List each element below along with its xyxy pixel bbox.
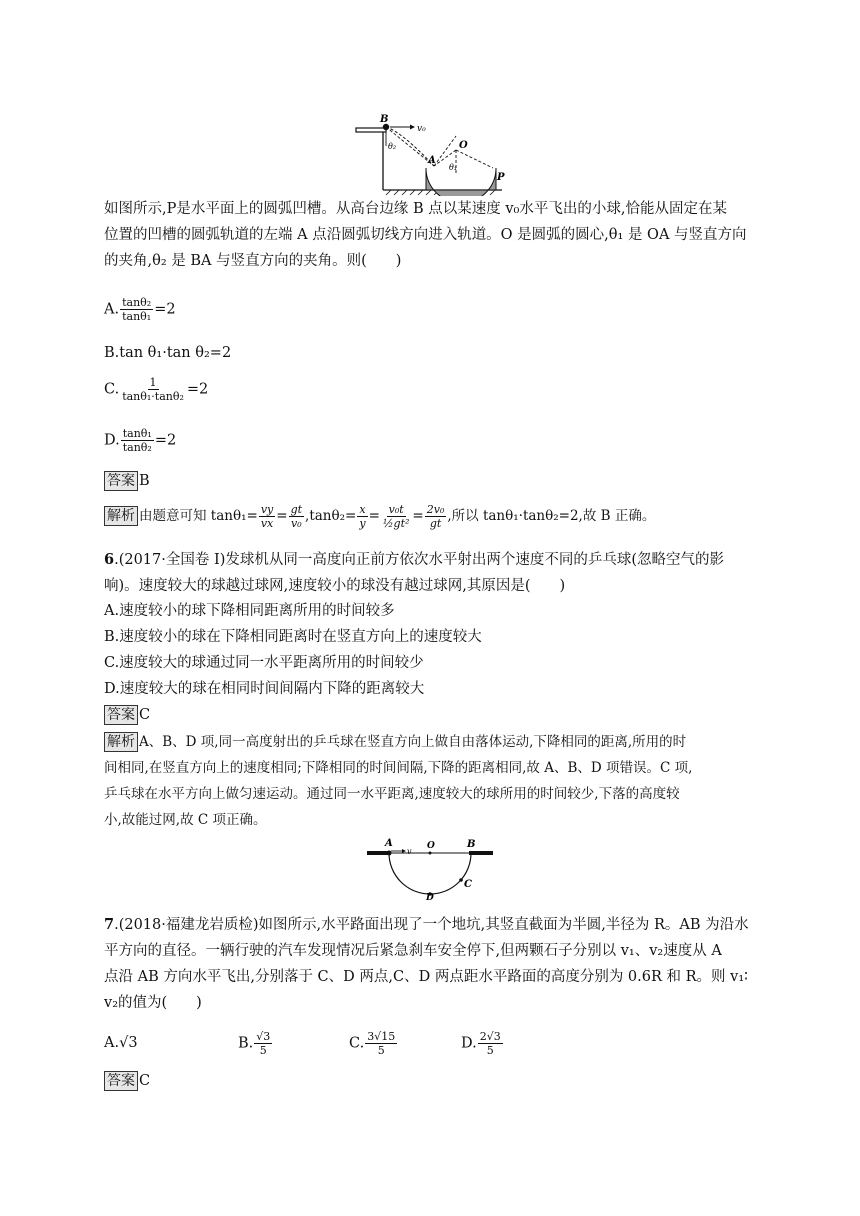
line-BA-extension bbox=[434, 136, 456, 166]
velocity-arrow-head bbox=[402, 849, 406, 853]
q6-option-b: B.速度较小的球在下降相同距离时在竖直方向上的速度较大 bbox=[104, 629, 482, 645]
label-theta2: θ₂ bbox=[388, 142, 397, 151]
figure-semicircle-pit bbox=[364, 836, 496, 900]
q5-answer bbox=[104, 468, 756, 494]
q6-option-a: A.速度较小的球下降相同距离所用的时间较多 bbox=[104, 603, 395, 619]
q5-stem-line2: 位置的凹槽的圆弧轨道的左端 A 点沿圆弧切线方向进入轨道。O 是圆弧的圆心,θ₁ 是 OA 与竖直方向 bbox=[104, 227, 747, 243]
label-C: C bbox=[464, 879, 472, 890]
label-O: O bbox=[459, 140, 468, 151]
answer-tag: 答案 bbox=[104, 705, 138, 725]
q7-stem-line2: 平方向的直径。一辆行驶的汽车发现情况后紧急刹车安全停下,但两颗石子分别以 v₁、v₂速度从 A bbox=[104, 943, 722, 959]
q6-analysis-line2: 间相同,在竖直方向上的速度相同;下降相同的时间间隔,下降的距离相同,故 A、B、D 项错误。C 项, bbox=[104, 760, 693, 776]
label-A: A bbox=[385, 838, 393, 849]
q7-option-a: A.√3 bbox=[104, 1035, 138, 1051]
label-B: B bbox=[380, 114, 389, 125]
line-OP-dashed bbox=[456, 150, 493, 168]
q5-answer-value: B bbox=[139, 473, 150, 489]
q6-number: 6 bbox=[104, 551, 115, 568]
q5-stem-line1: 如图所示,P是水平面上的圆弧凹槽。从高台边缘 B 点以某速度 v₀水平飞出的小球,恰能从固定在某 bbox=[104, 201, 727, 217]
groove-body bbox=[426, 168, 496, 196]
q7-option-d: D. $\frac{2√3}{5}$ bbox=[461, 1030, 501, 1057]
q6-analysis-line3: 乒乓球在水平方向上做匀速运动。通过同一水平距离,速度较大的球所用的时间较少,下落的高度较 bbox=[104, 786, 680, 802]
q6-answer-value: C bbox=[139, 707, 151, 723]
q6-answer bbox=[104, 702, 756, 728]
label-v0: v₀ bbox=[417, 124, 426, 134]
q5-option-c: C. $\frac{1}{\text{tanθ₁·tanθ₂}}$ =2 bbox=[104, 376, 209, 403]
q5-analysis: 解析 由题意可知 tanθ₁= $\frac{vy}{vx}$ = $\frac{gt}{\text{v₀}}$ ,tanθ₂= $\frac{x}{y}$ = $\frac{\text{v₀t}}{\text{½gt²}}$ = $\frac{\text{2v₀}}{gt}$ ,所以 tanθ₁·tanθ₂=2,故 B 正确。 bbox=[104, 503, 756, 530]
label-v: v bbox=[407, 847, 412, 856]
q7-option-c: C. $\frac{3√15}{5}$ bbox=[349, 1030, 396, 1057]
q5-option-d: D. $\frac{\text{tanθ₁}}{\text{tanθ₂}}$ =2 bbox=[104, 427, 177, 454]
analysis-tag: 解析 bbox=[104, 506, 138, 526]
figure-groove-trajectory bbox=[350, 112, 510, 196]
q7-answer bbox=[104, 1068, 756, 1094]
label-D: D bbox=[426, 893, 434, 900]
answer-tag: 答案 bbox=[104, 1071, 138, 1091]
q6-analysis-line4: 小,故能过网,故 C 项正确。 bbox=[104, 812, 267, 828]
q7-option-b: B. $\frac{√3}{5}$ bbox=[238, 1030, 271, 1057]
q5-option-d-fraction: $\frac{\text{tanθ₁}}{\text{tanθ₂}}$ bbox=[122, 427, 152, 454]
q6-analysis-line1: 解析 A、B、D 项,同一高度射出的乒乓球在竖直方向上做自由落体运动,下降相同的距离,所用的时 bbox=[104, 729, 756, 755]
q6-stem-line1: 6.(2017·全国卷 Ⅰ)发球机从同一高度向正前方依次水平射出两个速度不同的乒乓球(忽略空气的影 bbox=[104, 551, 725, 568]
q5-option-a-fraction: $\frac{\text{tanθ₂}}{\text{tanθ₁}}$ bbox=[122, 296, 152, 323]
road-right bbox=[469, 851, 493, 855]
q6-option-c: C.速度较大的球通过同一水平距离所用的时间较少 bbox=[104, 655, 424, 671]
point-O bbox=[429, 852, 432, 855]
q7-stem-line3: 点沿 AB 方向水平飞出,分别落于 C、D 两点,C、D 两点距水平路面的高度分别为 0.6R 和 R。则 v₁∶ bbox=[104, 969, 748, 985]
q7-answer-value: C bbox=[139, 1073, 151, 1089]
velocity-arrow-head bbox=[410, 125, 415, 130]
point-C bbox=[459, 878, 463, 882]
q7-stem-line4: v₂的值为( ) bbox=[104, 995, 202, 1011]
label-A: A bbox=[428, 155, 436, 166]
q5-option-b: B.tan θ₁·tan θ₂=2 bbox=[104, 345, 232, 361]
label-B: B bbox=[467, 839, 476, 850]
platform-edge bbox=[356, 128, 386, 132]
point-A bbox=[387, 851, 392, 856]
q7-stem-line1: 7.(2018·福建龙岩质检)如图所示,水平路面出现了一个地坑,其竖直截面为半圆,半径为 R。AB 为沿水 bbox=[104, 916, 749, 933]
q6-option-d: D.速度较大的球在相同时间间隔内下降的距离较大 bbox=[104, 681, 425, 697]
q5-option-a: A. $\frac{\text{tanθ₂}}{\text{tanθ₁}}$ =2 bbox=[104, 296, 176, 323]
analysis-tag: 解析 bbox=[104, 732, 138, 752]
answer-tag: 答案 bbox=[104, 471, 138, 491]
q5-option-c-fraction: $\frac{1}{\text{tanθ₁·tanθ₂}}$ bbox=[122, 376, 184, 403]
label-O: O bbox=[427, 841, 435, 851]
label-P: P bbox=[497, 172, 505, 183]
label-theta1: θ₁ bbox=[449, 163, 458, 172]
q6-stem-line2: 响)。速度较大的球越过球网,速度较小的球没有越过球网,其原因是( ) bbox=[104, 578, 566, 594]
q7-number: 7 bbox=[104, 916, 115, 933]
pit-semicircle bbox=[389, 853, 471, 894]
q5-stem-line3: 的夹角,θ₂ 是 BA 与竖直方向的夹角。则( ) bbox=[104, 253, 402, 269]
